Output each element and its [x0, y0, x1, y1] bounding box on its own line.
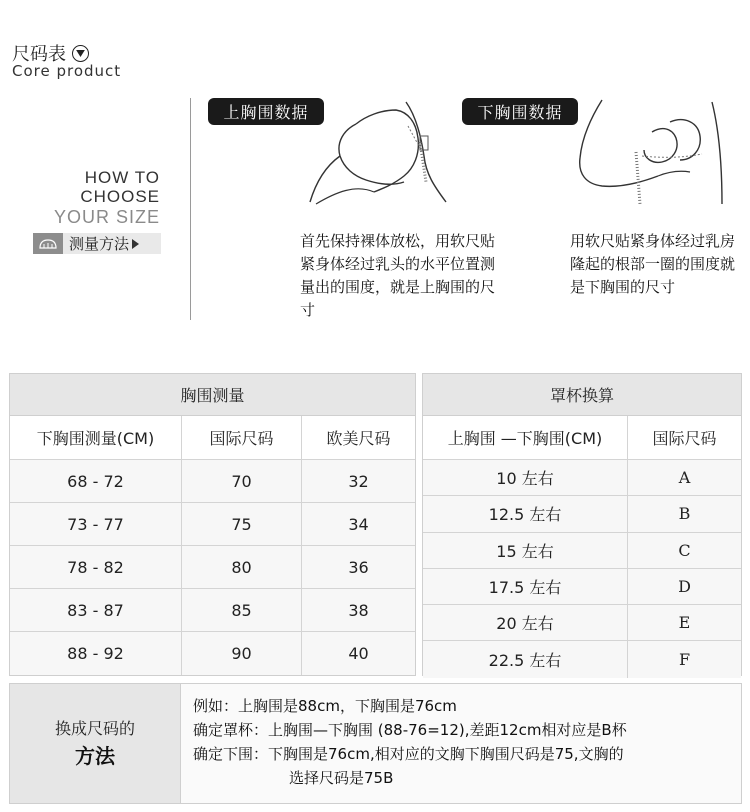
cup-table-title: 罩杯换算: [423, 374, 741, 416]
table-row: [10, 460, 415, 503]
table-cell: E: [678, 613, 691, 633]
table-row: [423, 496, 741, 532]
column-header: 国际尺码: [182, 416, 302, 459]
page-subtitle: Core product: [12, 62, 122, 80]
method-line-1: 例如：上胸围是88cm，下胸围是76cm: [193, 697, 457, 715]
table-row: [10, 632, 415, 675]
table-cell: F: [678, 650, 691, 670]
table-cell: 12.5 左右: [423, 496, 628, 531]
table-row: [10, 589, 415, 632]
chevron-down-icon: [72, 45, 89, 62]
bust-table-title: 胸围测量: [10, 374, 415, 416]
table-cell: 73 - 77: [10, 503, 182, 545]
cup-conversion-table: [422, 373, 742, 676]
table-row: [10, 503, 415, 546]
lower-bust-description: 用软尺贴紧身体经过乳房隆起的根部一圈的围度就是下胸围的尺寸: [570, 232, 736, 296]
table-cell: A: [678, 468, 691, 488]
method-line-2: 确定罩杯：上胸围—下胸围 (88-76=12),差距12cm相对应是B杯: [193, 721, 627, 739]
table-header-row: [423, 416, 741, 460]
table-cell: 40: [348, 644, 369, 663]
table-cell: 80: [182, 546, 302, 588]
howto-line-1: HOW TO: [84, 168, 160, 187]
table-row: [423, 569, 741, 605]
measure-method-label: 测量方法: [69, 235, 130, 253]
table-cell: 68 - 72: [10, 460, 182, 502]
upper-bust-description: 首先保持裸体放松，用软尺贴紧身体经过乳头的水平位置测量出的围度，就是上胸围的尺寸: [300, 232, 496, 319]
table-cell: 36: [348, 557, 369, 577]
table-cell: 15 左右: [423, 533, 628, 568]
table-row: [423, 641, 741, 677]
column-header: 国际尺码: [652, 429, 717, 448]
table-cell: 90: [182, 632, 302, 675]
table-row: [423, 460, 741, 496]
size-method-box: [9, 683, 742, 804]
table-row: [423, 533, 741, 569]
bust-measurement-table: [9, 373, 416, 676]
table-cell: B: [678, 504, 691, 524]
method-label-bottom: 方法: [75, 743, 115, 768]
table-cell: 75: [182, 503, 302, 545]
table-cell: 17.5 左右: [423, 569, 628, 604]
method-text: [181, 684, 627, 803]
table-cell: D: [678, 577, 691, 597]
column-header: 上胸围 —下胸围(CM): [423, 416, 628, 459]
table-cell: 10 左右: [423, 460, 628, 495]
measure-method-tag: [33, 233, 161, 254]
table-header-row: [10, 416, 415, 460]
column-header: 欧美尺码: [326, 429, 391, 448]
table-cell: 78 - 82: [10, 546, 182, 588]
method-line-4: 选择尺码是75B: [289, 769, 394, 787]
table-cell: 32: [348, 471, 369, 491]
method-label-top: 换成尺码的: [54, 718, 135, 738]
table-cell: 34: [348, 514, 369, 534]
how-to-choose-block: [54, 168, 160, 228]
howto-line-2: CHOOSE: [80, 187, 160, 206]
table-cell: 85: [182, 589, 302, 631]
measure-tape-icon: [33, 233, 63, 254]
method-line-3: 确定下围：下胸围是76cm,相对应的文胸下胸围尺码是75,文胸的: [193, 745, 624, 763]
table-row: [423, 605, 741, 641]
table-cell: 70: [182, 460, 302, 502]
table-cell: 20 左右: [423, 605, 628, 640]
table-cell: C: [678, 540, 691, 560]
lower-bust-illustration: [572, 96, 742, 206]
method-label: [10, 684, 181, 803]
table-cell: 88 - 92: [10, 632, 182, 675]
table-cell: 83 - 87: [10, 589, 182, 631]
divider: [190, 98, 191, 320]
column-header: 下胸围测量(CM): [10, 416, 182, 459]
lower-bust-tag: 下胸围数据: [462, 98, 578, 125]
table-row: [10, 546, 415, 589]
table-cell: 38: [348, 600, 369, 620]
howto-line-3: YOUR SIZE: [53, 207, 160, 227]
upper-bust-tag: 上胸围数据: [208, 98, 324, 125]
title-text: 尺码表: [12, 44, 66, 65]
arrow-right-icon: [132, 239, 139, 249]
table-cell: 22.5 左右: [423, 641, 628, 677]
